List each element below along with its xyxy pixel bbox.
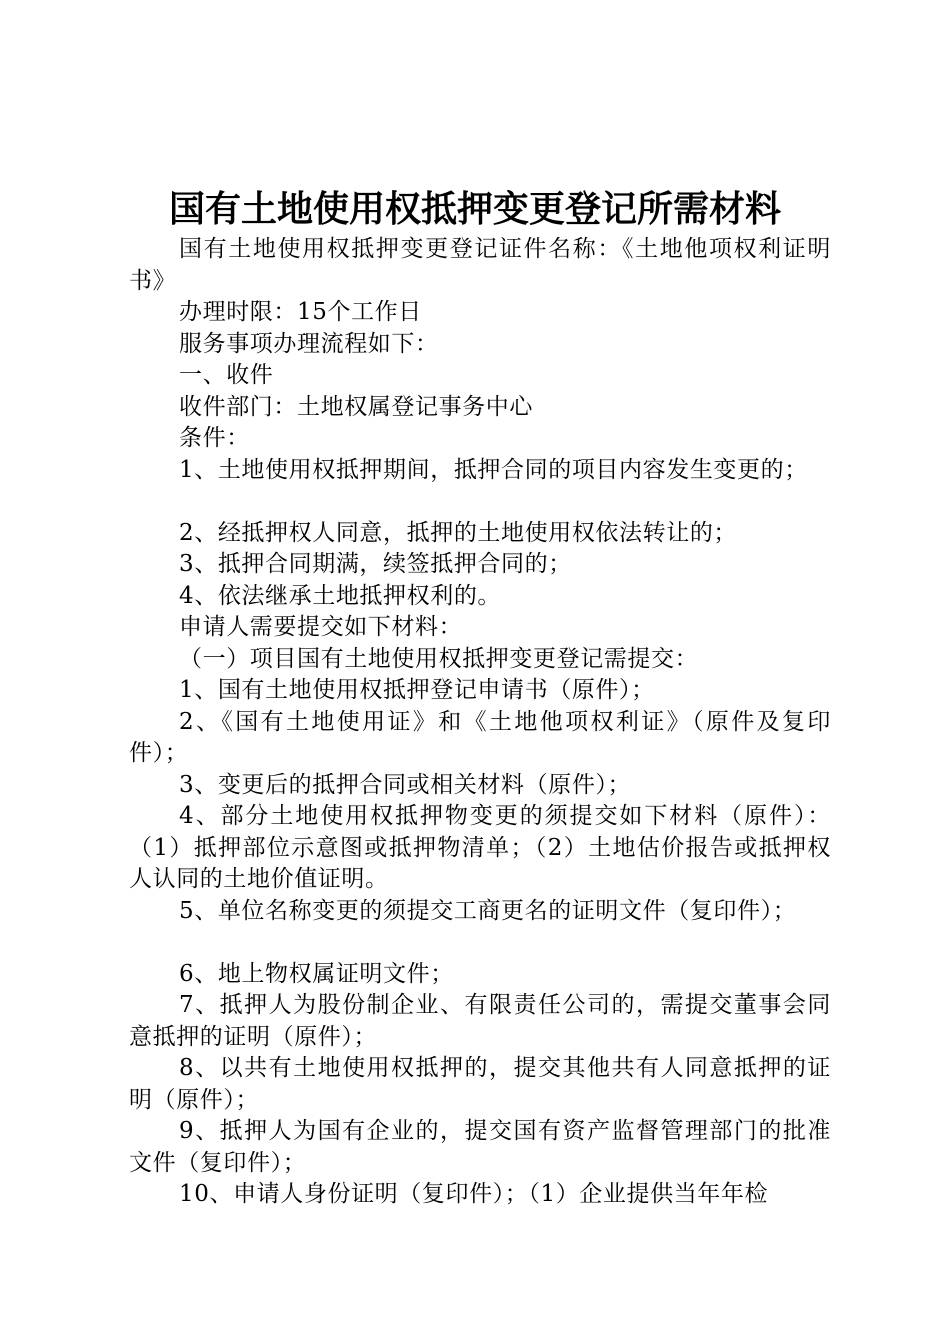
paragraph-condition-3: 3、抵押合同期满，续签抵押合同的； bbox=[179, 551, 572, 577]
paragraph-material-2: 2、《国有土地使用证》和《土地他项权利证》（原件及复印件）； bbox=[129, 708, 831, 766]
paragraph-subsection-1: （一）项目国有土地使用权抵押变更登记需提交： bbox=[179, 645, 699, 672]
paragraph-process-intro: 服务事项办理流程如下： bbox=[179, 330, 439, 357]
paragraph-conditions-heading: 条件： bbox=[179, 425, 250, 451]
paragraph-material-10: 10、申请人身份证明（复印件）；（1）企业提供当年年检 bbox=[179, 1181, 769, 1207]
paragraph-material-9: 9、抵押人为国有企业的，提交国有资产监督管理部门的批准文件（复印件）； bbox=[129, 1118, 831, 1176]
paragraph-receiving-department: 收件部门：土地权属登记事务中心 bbox=[179, 393, 533, 420]
paragraph-material-5: 5、单位名称变更的须提交工商更名的证明文件（复印件）； bbox=[179, 897, 797, 924]
paragraph-certificate-name: 国有土地使用权抵押变更登记证件名称：《土地他项权利证明书》 bbox=[129, 236, 831, 294]
paragraph-material-7: 7、抵押人为股份制企业、有限责任公司的，需提交董事会同意抵押的证明（原件）； bbox=[129, 992, 831, 1050]
paragraph-material-8: 8、以共有土地使用权抵押的，提交其他共有人同意抵押的证明（原件）； bbox=[129, 1055, 831, 1113]
paragraph-material-3: 3、变更后的抵押合同或相关材料（原件）； bbox=[179, 771, 632, 798]
paragraph-materials-heading: 申请人需要提交如下材料： bbox=[179, 614, 463, 640]
paragraph-section-receive: 一、收件 bbox=[179, 362, 274, 388]
paragraph-material-6: 6、地上物权属证明文件； bbox=[179, 960, 454, 987]
paragraph-condition-4: 4、依法继承土地抵押权利的。 bbox=[179, 582, 502, 609]
document-title: 国有土地使用权抵押变更登记所需材料 bbox=[168, 188, 781, 230]
document-body bbox=[129, 234, 831, 1211]
paragraph-condition-1: 1、土地使用权抵押期间，抵押合同的项目内容发生变更的； bbox=[179, 456, 808, 483]
paragraph-material-4: 4、部分土地使用权抵押物变更的须提交如下材料（原件）：（1）抵押部位示意图或抵押物清单；（2）土地估价报告或抵押权人认同的土地价值证明。 bbox=[129, 803, 831, 892]
paragraph-condition-2: 2、经抵押权人同意，抵押的土地使用权依法转让的； bbox=[179, 519, 738, 546]
paragraph-material-1: 1、国有土地使用权抵押登记申请书（原件）； bbox=[179, 677, 655, 703]
paragraph-time-limit: 办理时限：15个工作日 bbox=[179, 299, 422, 325]
